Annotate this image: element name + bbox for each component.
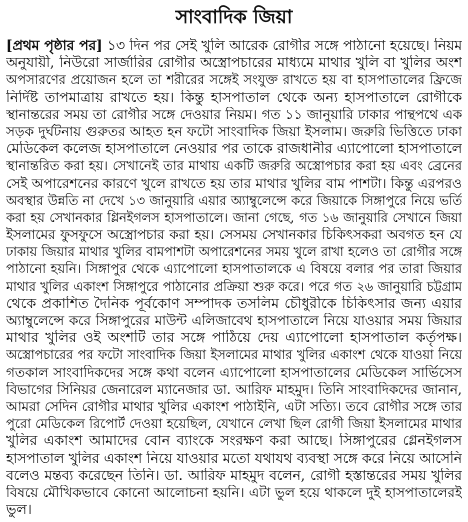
article-line: সড়ক দুর্ঘটনায় গুরুতর আহত হন ফটো সাংবাদিক জিয়া ইসলাম। জরুরি ভিত্তিতে ঢাকা <box>6 123 462 140</box>
article-line: মেডিকেল কলেজ হাসপাতালে নেওয়ার পর তাকে রাজধানীর এ্যাপোলো হাসপাতালে <box>6 141 462 158</box>
article-line: অস্ত্রোপচারের পর ফটো সাংবাদিক জিয়া ইসলামের মাথার খুলির একাংশ থেকে যাওয়া নিয়ে <box>6 348 462 364</box>
article-body <box>6 38 462 519</box>
article-line: বিষয়ে মৌখিকভাবে কোনো আলোচনা হয়নি। এটা ভুল হয়ে থাকলে দুই হাসপাতালেরই <box>6 484 462 501</box>
article-line <box>6 38 462 55</box>
article-title: সাংবাদিক জিয়া <box>175 6 293 28</box>
article-line: সেই অপারেশনের কারণে খুলে রাখতে হয় তার মাথার খুলির বাম পাশটা। কিন্তু এরপরও <box>6 175 462 192</box>
article-line: অনুযায়ী, নিউরো সার্জারির রোগীর অস্ত্রোপচারের মাধ্যমে মাথার খুলি বা খুলির অংশ <box>6 55 462 72</box>
article-line: অ্যাম্বুলেন্সে করে সিঙ্গাপুরের মাউন্ট এলিজাবেথ হাসপাতালে নিয়ে যাওয়ার সময় জিয়ার <box>6 314 462 329</box>
article-line: মাথার খুলির ওই অংশটি তার সঙ্গে পাঠিয়ে দেয় এ্যাপোলো হাসপাতাল কর্তৃপক্ষ। <box>6 330 462 347</box>
article-line: পাঠানো হয়নি। সিঙ্গাপুর থেকে এ্যাপোলো হাসপাতালকে এ বিষয়ে বলার পর তারা জিয়ার <box>6 262 462 278</box>
article-line: ইসলামের ফুসফুসে অস্ত্রোপচার করা হয়। সেসময় সেখানকার চিকিৎসকরা অবগত হন যে <box>6 228 462 244</box>
article-line: স্থানান্তরিত করা হয়। সেখানেই তার মাথায় একটি জরুরি অস্ত্রোপচার করা হয় এবং ব্রেনের <box>6 159 462 175</box>
article-line: গতকাল সাংবাদিকদের সঙ্গে কথা বলেন এ্যাপোলো হাসপাতালের মেডিকেল সার্ভিসেস <box>6 364 462 381</box>
article-line: আমরা সেদিন রোগীর মাথার খুলির একাংশ পাঠাইনি, এটা সত্যি। তবে রোগীর সঙ্গে তার <box>6 399 462 415</box>
article-line: মাথার খুলির একাংশ সিঙ্গাপুরে পাঠানোর প্রক্রিয়া শুরু করে। পরে গত ২৬ জানুয়ারি চট্টগ্রাম <box>6 279 462 295</box>
article-line: ঢাকায় জিয়ার মাথার খুলির বামপাশটা অপারেশনের সময় খুলে রাখা হলেও তা রোগীর সঙ্গে <box>6 245 462 261</box>
article-line: পুরো মেডিকেল রিপোর্ট দেওয়া হয়েছিল, যেখানে লেখা ছিল রোগী জিয়া ইসলামের মাথার <box>6 417 462 433</box>
article-line: খুলির একাংশ আমাদের বোন ব্যাংকে সংরক্ষণ করা আছে। সিঙ্গাপুরের গ্লেনইগলস <box>6 433 462 450</box>
article-line: নির্দিষ্ট তাপমাত্রায় রাখতে হয়। কিন্তু হাসপাতাল থেকে অন্য হাসপাতালে রোগীকে <box>6 89 462 106</box>
article-line: থেকে প্রকাশিত দৈনিক পূর্বকোণ সম্পাদক তসলিম চৌধুরীকে চিকিৎসার জন্য এয়ার <box>6 295 462 312</box>
article-line: বিভাগের সিনিয়র জেনারেল ম্যানেজার ডা. আরিফ মাহমুদ। তিনি সাংবাদিকদের জানান, <box>6 382 462 398</box>
article-line: স্থানান্তরের সময় তা রোগীর সঙ্গে দেওয়ার নিয়ম। গত ১১ জানুয়ারি ঢাকার পান্থপথে এক <box>6 107 462 123</box>
continuation-label: [প্রথম পৃষ্ঠার পর] <box>6 38 103 54</box>
article-line: করা হয় সেখানকার গ্লিনইগলস হাসপাতালে। জানা গেছে, গত ১৬ জানুয়ারি সেখানে জিয়া <box>6 210 462 226</box>
article-line: অপসারণের প্রয়োজন হলে তা শরীরের সঙ্গেই সংযুক্ত রাখতে হয় বা হাসপাতালের ফ্রিজে <box>6 73 462 89</box>
article-line: অবস্থার উন্নতি না দেখে ১৩ জানুয়ারি এয়ার অ্যাম্বুলেন্সে করে জিয়াকে সিঙ্গাপুরে নিয়ে ভর্তি <box>6 193 462 209</box>
article-line-text: ১৩ দিন পর সেই খুলি আরেক রোগীর সঙ্গে পাঠানো হয়েছে। নিয়ম <box>107 38 462 54</box>
article-line: ভুল। <box>6 502 32 519</box>
article-line: বলেও মন্তব্য করেছেন তিনি। ডা. আরিফ মাহমুদ বলেন, রোগী হস্তান্তরের সময় খুলির <box>6 467 462 484</box>
article-line: হাসপাতাল খুলির একাংশ নিয়ে যাওয়ার মতো যথাযথ ব্যবস্থা সঙ্গে করে নিয়ে আসেনি <box>6 450 462 467</box>
